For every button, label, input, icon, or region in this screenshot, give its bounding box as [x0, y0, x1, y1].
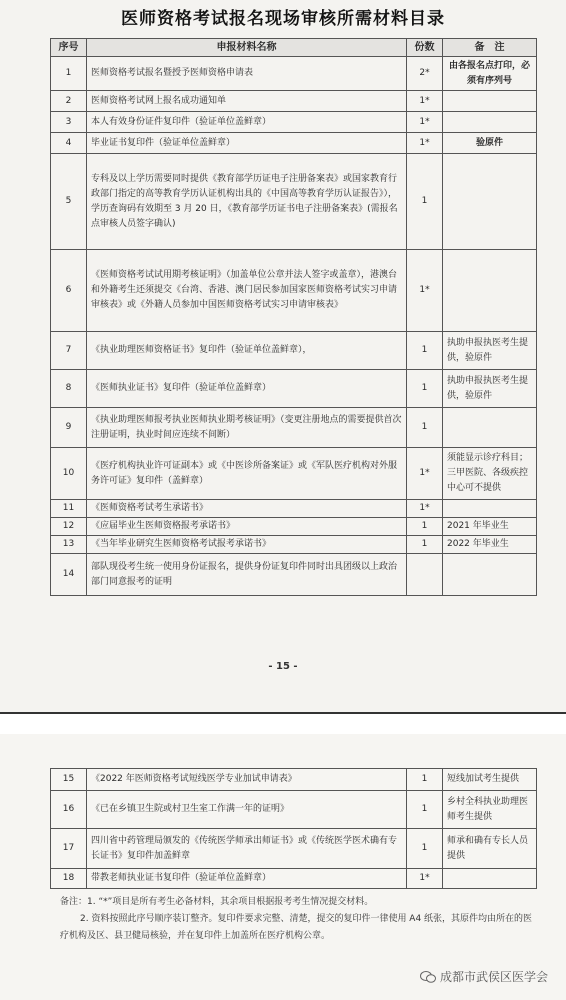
table-row [51, 332, 537, 370]
page-divider [0, 712, 566, 734]
row-note: 由各报名点打印，必须有序列号 [443, 57, 537, 91]
table-row [51, 250, 537, 332]
row-note: 2022 年毕业生 [443, 536, 537, 554]
row-material-name: 《医师执业证书》复印件（验证单位盖鲜章） [87, 370, 407, 408]
row-count: 1 [407, 791, 443, 829]
row-index: 3 [51, 112, 87, 133]
row-count: 1 [407, 408, 443, 448]
row-material-name: 《2022 年医师资格考试短线医学专业加试申请表》 [87, 769, 407, 791]
row-index: 5 [51, 154, 87, 250]
row-index: 15 [51, 769, 87, 791]
row-count: 1* [407, 869, 443, 889]
row-count [407, 554, 443, 596]
row-count: 1* [407, 112, 443, 133]
row-note: 须能显示诊疗科目；三甲医院、各级疾控中心可不提供 [443, 448, 537, 500]
table-row [51, 500, 537, 518]
watermark-text: 成都市武侯区医学会 [439, 970, 548, 984]
row-note [443, 554, 537, 596]
row-note: 乡村全科执业助理医师考生提供 [443, 791, 537, 829]
row-material-name: 医师资格考试网上报名成功通知单 [87, 91, 407, 112]
row-index: 18 [51, 869, 87, 889]
header-note: 备 注 [443, 39, 537, 57]
table-row [51, 518, 537, 536]
row-note: 师承和确有专长人员提供 [443, 829, 537, 869]
table-row [51, 829, 537, 869]
row-index: 17 [51, 829, 87, 869]
table-body-page1 [51, 57, 537, 596]
row-material-name: 《应届毕业生医师资格报考承诺书》 [87, 518, 407, 536]
page-number: - 15 - [268, 661, 298, 672]
row-index: 9 [51, 408, 87, 448]
table-row [51, 554, 537, 596]
table-row [51, 791, 537, 829]
row-index: 2 [51, 91, 87, 112]
header-index: 序号 [51, 39, 87, 57]
row-count: 1* [407, 91, 443, 112]
row-material-name: 专科及以上学历需要同时提供《教育部学历证电子注册备案表》或国家教育行政部门指定的高等教育学历认证机构出具的《中国高等教育学历认证报告》），学历查询码有效期至 3 月 20 日，《教育部学历证书电子注册备案表》(需报名点审核人员签字确认) [87, 154, 407, 250]
table-row [51, 112, 537, 133]
note-line: 备注：1. “*”项目是所有考生必备材料，其余项目根据报考考生情况提交材料。 [60, 897, 374, 907]
row-count: 1 [407, 536, 443, 554]
row-note: 执助申报执医考生提供，验原件 [443, 370, 537, 408]
row-material-name: 带教老师执业证书复印件（验证单位盖鲜章） [87, 869, 407, 889]
table-row [51, 408, 537, 448]
row-count: 1 [407, 829, 443, 869]
table-body-page2 [51, 769, 537, 889]
row-note [443, 112, 537, 133]
row-index: 12 [51, 518, 87, 536]
row-index: 13 [51, 536, 87, 554]
row-index: 11 [51, 500, 87, 518]
notes-section [60, 894, 540, 945]
row-count: 1 [407, 332, 443, 370]
table-row [51, 370, 537, 408]
watermark [420, 968, 548, 985]
row-index: 8 [51, 370, 87, 408]
row-count: 1* [407, 133, 443, 154]
table-row [51, 448, 537, 500]
row-material-name: 毕业证书复印件（验证单位盖鲜章） [87, 133, 407, 154]
row-material-name: 部队现役考生统一使用身份证报名，提供身份证复印件同时出具团级以上政治部门同意报考的证明 [87, 554, 407, 596]
row-note [443, 500, 537, 518]
row-count: 1 [407, 518, 443, 536]
table-header-row [51, 39, 537, 57]
row-count: 2* [407, 57, 443, 91]
table-row [51, 91, 537, 112]
row-index: 1 [51, 57, 87, 91]
table-row [51, 133, 537, 154]
row-material-name: 本人有效身份证件复印件（验证单位盖鲜章） [87, 112, 407, 133]
row-count: 1* [407, 500, 443, 518]
row-material-name: 《执业助理医师报考执业医师执业期考核证明》（变更注册地点的需要提供首次注册证明，执业时间应连续不间断） [87, 408, 407, 448]
row-count: 1 [407, 370, 443, 408]
row-index: 10 [51, 448, 87, 500]
row-material-name: 医师资格考试报名暨授予医师资格申请表 [87, 57, 407, 91]
row-count: 1 [407, 769, 443, 791]
row-count: 1* [407, 448, 443, 500]
document-title: 医师资格考试报名现场审核所需材料目录 [121, 9, 445, 29]
row-note [443, 91, 537, 112]
row-note [443, 869, 537, 889]
row-index: 16 [51, 791, 87, 829]
header-material-name: 申报材料名称 [87, 39, 407, 57]
row-index: 6 [51, 250, 87, 332]
table-row [51, 769, 537, 791]
row-note [443, 250, 537, 332]
row-note: 验原件 [443, 133, 537, 154]
row-note [443, 408, 537, 448]
row-index: 14 [51, 554, 87, 596]
wechat-icon [420, 971, 436, 983]
table-row [51, 154, 537, 250]
row-index: 4 [51, 133, 87, 154]
materials-table-continued [50, 768, 537, 889]
row-material-name: 《执业助理医师资格证书》复印件（验证单位盖鲜章）， [87, 332, 407, 370]
header-count: 份数 [407, 39, 443, 57]
table-row [51, 536, 537, 554]
row-material-name: 《医师资格考试考生承诺书》 [87, 500, 407, 518]
row-note: 执助申报执医考生提供，验原件 [443, 332, 537, 370]
table-row [51, 57, 537, 91]
row-count: 1 [407, 154, 443, 250]
row-material-name: 《当年毕业研究生医师资格考试报考承诺书》 [87, 536, 407, 554]
row-material-name: 《医师资格考试试用期考核证明》（加盖单位公章并法人签字或盖章），港澳台和外籍考生还须提交《台湾、香港、澳门居民参加国家医师资格考试实习申请审核表》或《外籍人员参加中国医师资格考试实习申请审核表》 [87, 250, 407, 332]
row-count: 1* [407, 250, 443, 332]
note-line: 2. 资料按照此序号顺序装订整齐。复印件要求完整、清楚，提交的复印件一律使用 A4 纸张，其原件均由所在的医疗机构及区、县卫健局核验，并在复印件上加盖所在医疗机构公章。 [60, 914, 533, 941]
row-index: 7 [51, 332, 87, 370]
row-material-name: 《已在乡镇卫生院或村卫生室工作满一年的证明》 [87, 791, 407, 829]
materials-table [50, 38, 537, 596]
row-material-name: 《医疗机构执业许可证副本》或《中医诊所备案证》或《军队医疗机构对外服务许可证》复印件（盖鲜章） [87, 448, 407, 500]
table-row [51, 869, 537, 889]
row-note [443, 154, 537, 250]
row-note: 短线加试考生提供 [443, 769, 537, 791]
row-note: 2021 年毕业生 [443, 518, 537, 536]
row-material-name: 四川省中药管理局颁发的《传统医学师承出师证书》或《传统医学医术确有专长证书》复印件加盖鲜章 [87, 829, 407, 869]
